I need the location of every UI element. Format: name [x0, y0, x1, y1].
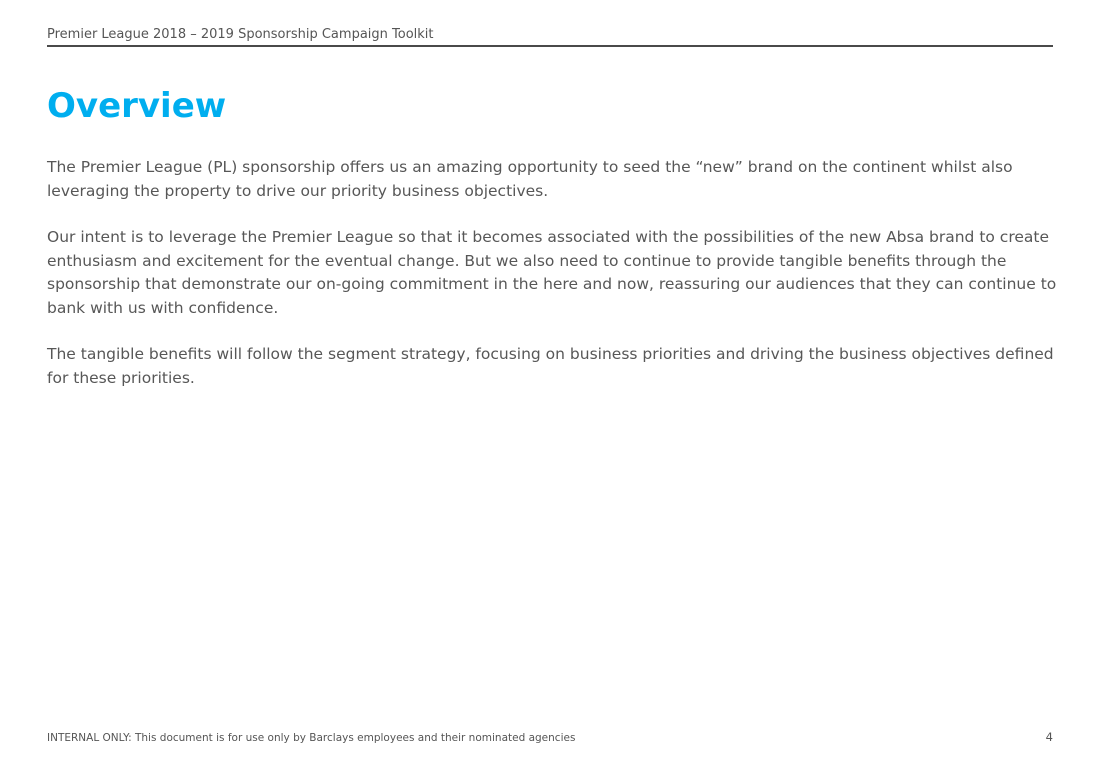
- page-number: 4: [1045, 730, 1053, 744]
- paragraph-intro: The Premier League (PL) sponsorship offers us an amazing opportunity to seed the “new” brand on the continent whilst also leveraging the property to drive our priority business objectives.: [47, 158, 1013, 200]
- document-title: Premier League 2018 – 2019 Sponsorship Campaign Toolkit: [47, 27, 434, 42]
- document-header: [47, 23, 1053, 47]
- page-title: Overview: [47, 86, 227, 126]
- footer-disclaimer: INTERNAL ONLY: This document is for use only by Barclays employees and their nominated agencies: [47, 732, 576, 744]
- paragraph-benefits: The tangible benefits will follow the segment strategy, focusing on business priorities and driving the business objectives defined for these priorities.: [47, 345, 1054, 387]
- overview-body: [47, 156, 1057, 413]
- paragraph-intent: Our intent is to leverage the Premier League so that it becomes associated with the possibilities of the new Absa brand to create enthusiasm and excitement for the eventual change. But we also need to continue to provide tangible benefits through the sponsorship that demonstrate our on-going commitment in the here and now, reassuring our audiences that they can continue to bank with us with confidence.: [47, 228, 1057, 317]
